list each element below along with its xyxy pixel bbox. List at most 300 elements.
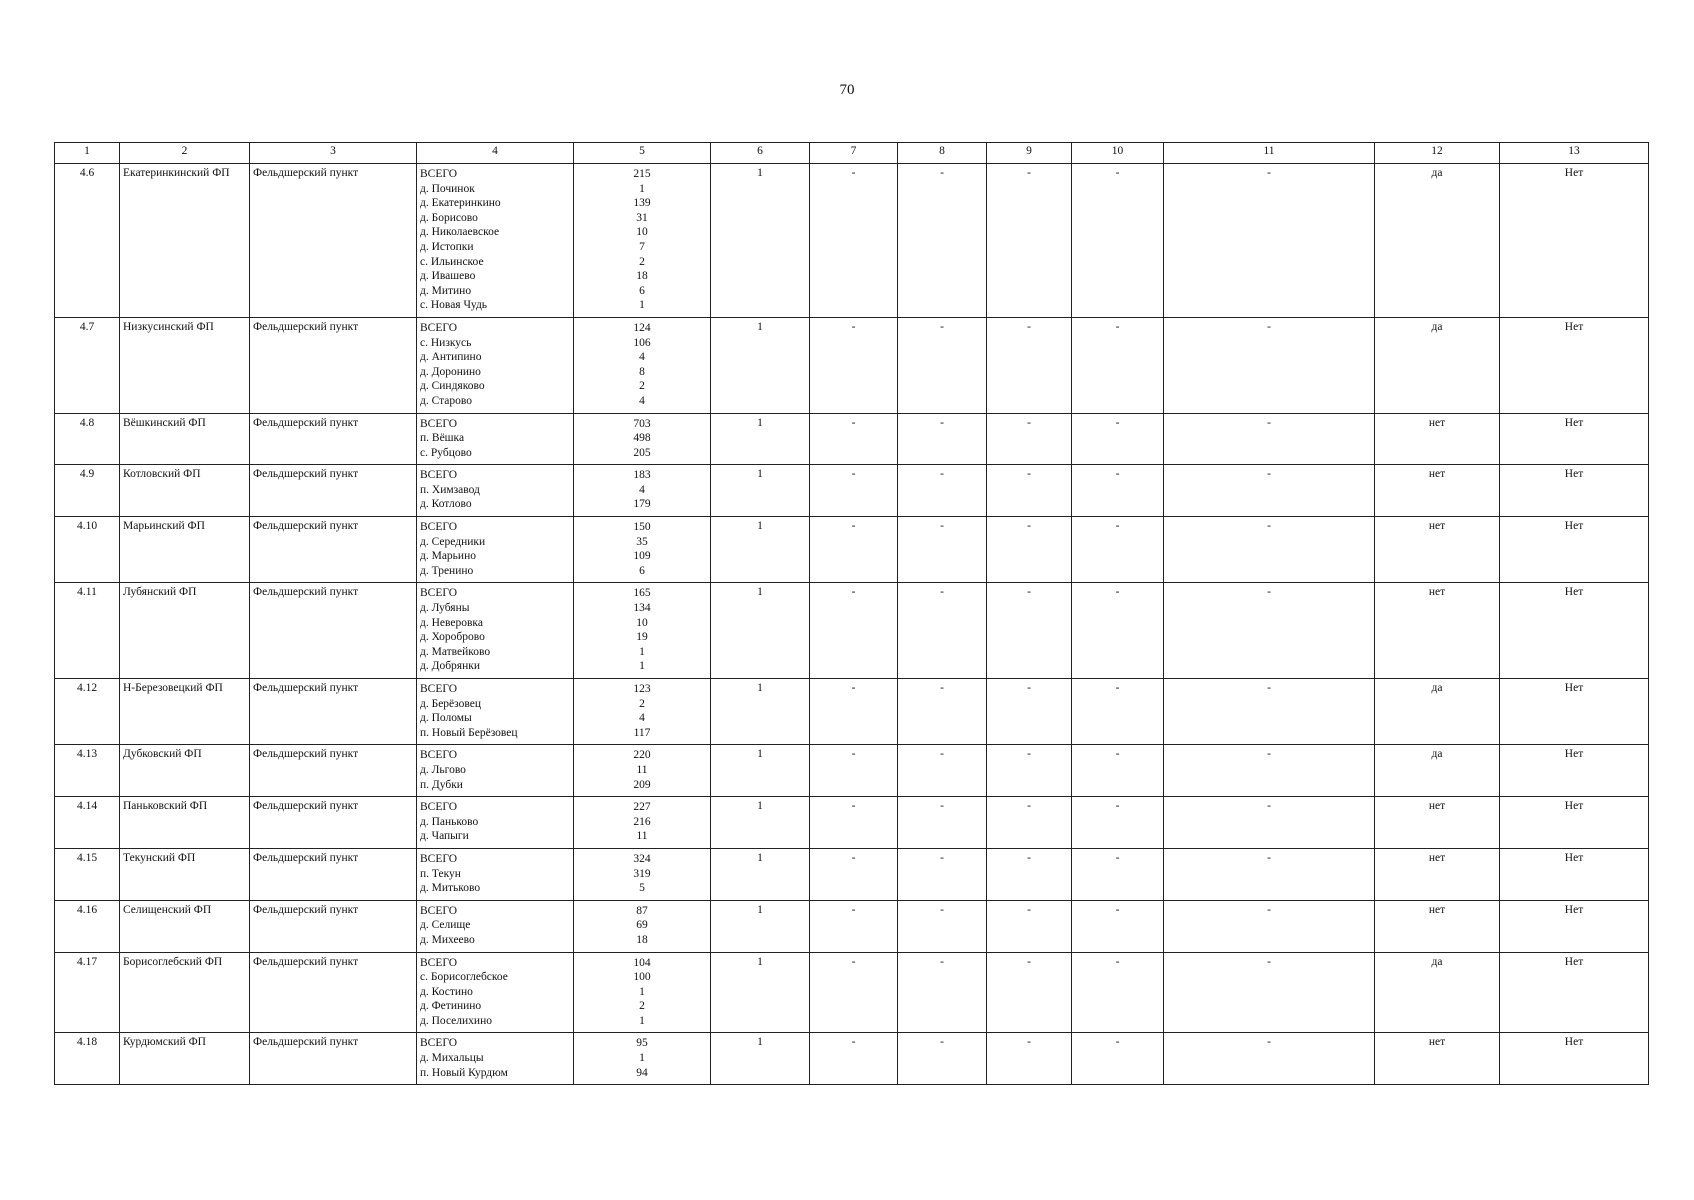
- population-cell: [574, 679, 711, 745]
- settlements-cell: [417, 952, 574, 1033]
- row-number-cell: 4.8: [55, 413, 120, 465]
- table-row: [55, 1033, 1649, 1085]
- settlement-name: ВСЕГО: [420, 469, 458, 482]
- population-value: 215: [633, 168, 651, 180]
- column-9-cell: -: [987, 164, 1072, 318]
- column-10-cell: -: [1072, 164, 1164, 318]
- population-cell: [574, 1033, 711, 1085]
- population-value: 319: [633, 867, 651, 880]
- column-8-cell: -: [898, 164, 987, 318]
- population-cell: [574, 317, 711, 413]
- population-value: 216: [633, 815, 651, 828]
- column-6-cell: 1: [711, 745, 810, 797]
- column-13-cell: Нет: [1500, 848, 1649, 900]
- settlement-name: д. Борисово: [420, 211, 478, 224]
- settlement-name: д. Чапыги: [420, 830, 469, 843]
- point-type-cell: Фельдшерский пункт: [250, 583, 417, 679]
- population-value: 150: [633, 521, 651, 534]
- settlement-name: ВСЕГО: [420, 417, 458, 430]
- population-value: 498: [633, 432, 651, 445]
- table-row: [55, 317, 1649, 413]
- population-value: 4: [639, 394, 645, 407]
- column-10-cell: -: [1072, 583, 1164, 679]
- population-cell: [574, 952, 711, 1033]
- column-11-cell: -: [1164, 745, 1375, 797]
- table-row: [55, 679, 1649, 745]
- population-value: 165: [633, 587, 651, 600]
- column-12-cell: нет: [1375, 413, 1500, 465]
- column-8-cell: -: [898, 583, 987, 679]
- population-cell: [574, 413, 711, 465]
- settlement-name: ВСЕГО: [420, 521, 458, 534]
- column-11-cell: -: [1164, 797, 1375, 849]
- settlement-name: ВСЕГО: [420, 587, 458, 600]
- column-12-cell: да: [1375, 679, 1500, 745]
- column-12-cell: нет: [1375, 900, 1500, 952]
- settlements-cell: [417, 317, 574, 413]
- settlement-name: ВСЕГО: [420, 321, 458, 334]
- table-row: [55, 164, 1649, 318]
- column-9-cell: -: [987, 679, 1072, 745]
- column-11-cell: -: [1164, 900, 1375, 952]
- column-8-cell: -: [898, 1033, 987, 1085]
- settlement-name: д. Старово: [420, 394, 472, 407]
- column-number-header: 6: [711, 143, 810, 164]
- population-value: 19: [636, 631, 648, 644]
- row-number-cell: 4.6: [55, 164, 120, 318]
- population-value: 205: [633, 446, 651, 459]
- column-8-cell: -: [898, 952, 987, 1033]
- column-12-cell: нет: [1375, 583, 1500, 679]
- population-value: 134: [633, 602, 651, 615]
- column-9-cell: -: [987, 517, 1072, 583]
- settlement-name: ВСЕГО: [420, 1037, 458, 1050]
- row-number-cell: 4.11: [55, 583, 120, 679]
- population-value: 124: [633, 321, 651, 334]
- settlement-name: д. Михеево: [420, 933, 475, 946]
- point-type-cell: Фельдшерский пункт: [250, 317, 417, 413]
- settlement-name: д. Митино: [420, 284, 472, 297]
- population-value: 1: [639, 645, 645, 658]
- settlement-name: д. Неверовка: [420, 616, 483, 629]
- settlement-name: ВСЕГО: [420, 956, 458, 969]
- column-6-cell: 1: [711, 952, 810, 1033]
- population-value: 5: [639, 882, 645, 895]
- settlement-name: д. Николаевское: [420, 226, 500, 239]
- row-number-cell: 4.13: [55, 745, 120, 797]
- column-12-cell: да: [1375, 164, 1500, 318]
- population-value: 4: [639, 712, 645, 725]
- settlement-name: п. Новый Курдюм: [420, 1066, 508, 1079]
- row-number-cell: 4.7: [55, 317, 120, 413]
- column-9-cell: -: [987, 317, 1072, 413]
- table-row: [55, 848, 1649, 900]
- column-8-cell: -: [898, 848, 987, 900]
- settlement-name: д. Починок: [420, 182, 475, 195]
- settlement-name: д. Котлово: [420, 498, 472, 511]
- column-9-cell: -: [987, 465, 1072, 517]
- settlements-cell: [417, 583, 574, 679]
- point-name-cell: Екатеринкинский ФП: [120, 164, 250, 318]
- column-8-cell: -: [898, 797, 987, 849]
- settlement-name: ВСЕГО: [420, 904, 458, 917]
- settlement-name: п. Новый Берёзовец: [420, 726, 518, 739]
- settlement-name: ВСЕГО: [420, 852, 458, 865]
- column-7-cell: -: [810, 1033, 898, 1085]
- settlement-name: ВСЕГО: [420, 683, 458, 695]
- column-13-cell: Нет: [1500, 745, 1649, 797]
- population-value: 11: [636, 830, 648, 843]
- table-row: [55, 745, 1649, 797]
- table-row: [55, 465, 1649, 517]
- population-value: 106: [633, 336, 651, 349]
- column-8-cell: -: [898, 679, 987, 745]
- settlement-name: д. Середники: [420, 535, 486, 548]
- point-type-cell: Фельдшерский пункт: [250, 164, 417, 318]
- point-type-cell: Фельдшерский пункт: [250, 900, 417, 952]
- row-number-cell: 4.10: [55, 517, 120, 583]
- column-number-header: 2: [120, 143, 250, 164]
- settlement-name: ВСЕГО: [420, 749, 458, 762]
- population-value: 6: [639, 284, 645, 297]
- settlements-cell: [417, 745, 574, 797]
- population-value: 1: [639, 660, 645, 673]
- row-number-cell: 4.14: [55, 797, 120, 849]
- point-type-cell: Фельдшерский пункт: [250, 679, 417, 745]
- population-cell: [574, 164, 711, 318]
- settlements-cell: [417, 517, 574, 583]
- settlement-name: ВСЕГО: [420, 168, 458, 180]
- population-cell: [574, 517, 711, 583]
- row-number-cell: 4.12: [55, 679, 120, 745]
- settlements-cell: [417, 164, 574, 318]
- point-name-cell: Паньковский ФП: [120, 797, 250, 849]
- column-number-row: [55, 143, 1649, 164]
- column-12-cell: нет: [1375, 517, 1500, 583]
- column-12-cell: да: [1375, 317, 1500, 413]
- column-7-cell: -: [810, 517, 898, 583]
- column-13-cell: Нет: [1500, 317, 1649, 413]
- population-value: 18: [636, 933, 648, 946]
- column-number-header: 10: [1072, 143, 1164, 164]
- population-value: 94: [636, 1066, 648, 1079]
- column-11-cell: -: [1164, 679, 1375, 745]
- point-type-cell: Фельдшерский пункт: [250, 465, 417, 517]
- column-10-cell: -: [1072, 517, 1164, 583]
- column-9-cell: -: [987, 900, 1072, 952]
- column-10-cell: -: [1072, 1033, 1164, 1085]
- population-value: 104: [633, 956, 651, 969]
- population-cell: [574, 797, 711, 849]
- column-11-cell: -: [1164, 164, 1375, 318]
- column-13-cell: Нет: [1500, 900, 1649, 952]
- settlements-cell: [417, 413, 574, 465]
- settlement-name: д. Истопки: [420, 240, 474, 253]
- column-11-cell: -: [1164, 952, 1375, 1033]
- population-value: 1: [639, 985, 645, 998]
- column-10-cell: -: [1072, 679, 1164, 745]
- row-number-cell: 4.9: [55, 465, 120, 517]
- population-cell: [574, 745, 711, 797]
- population-value: 7: [639, 240, 645, 253]
- point-name-cell: Вёшкинский ФП: [120, 413, 250, 465]
- point-name-cell: Борисоглебский ФП: [120, 952, 250, 1033]
- point-type-cell: Фельдшерский пункт: [250, 745, 417, 797]
- population-value: 2: [639, 697, 645, 710]
- point-type-cell: Фельдшерский пункт: [250, 1033, 417, 1085]
- column-8-cell: -: [898, 517, 987, 583]
- column-13-cell: Нет: [1500, 952, 1649, 1033]
- population-value: 4: [639, 483, 645, 496]
- population-value: 209: [633, 778, 651, 791]
- column-number-header: 3: [250, 143, 417, 164]
- column-8-cell: -: [898, 413, 987, 465]
- column-12-cell: нет: [1375, 1033, 1500, 1085]
- population-value: 183: [633, 469, 651, 482]
- population-value: 1: [639, 182, 645, 195]
- population-value: 10: [636, 616, 648, 629]
- column-7-cell: -: [810, 465, 898, 517]
- population-value: 10: [636, 226, 648, 239]
- column-10-cell: -: [1072, 465, 1164, 517]
- population-value: 1: [639, 299, 645, 312]
- column-number-header: 8: [898, 143, 987, 164]
- column-6-cell: 1: [711, 797, 810, 849]
- column-6-cell: 1: [711, 317, 810, 413]
- column-13-cell: Нет: [1500, 1033, 1649, 1085]
- row-number-cell: 4.18: [55, 1033, 120, 1085]
- point-name-cell: Курдюмский ФП: [120, 1033, 250, 1085]
- row-number-cell: 4.17: [55, 952, 120, 1033]
- column-10-cell: -: [1072, 900, 1164, 952]
- settlement-name: д. Антипино: [420, 351, 482, 364]
- point-name-cell: Селищенский ФП: [120, 900, 250, 952]
- column-9-cell: -: [987, 1033, 1072, 1085]
- settlement-name: с. Новая Чудь: [420, 299, 488, 312]
- column-7-cell: -: [810, 164, 898, 318]
- population-value: 324: [633, 852, 651, 865]
- point-name-cell: Марьинский ФП: [120, 517, 250, 583]
- population-value: 18: [636, 270, 648, 283]
- column-13-cell: Нет: [1500, 517, 1649, 583]
- population-value: 139: [633, 197, 651, 210]
- population-cell: [574, 900, 711, 952]
- settlement-name: д. Селище: [420, 919, 471, 932]
- population-value: 1: [639, 1052, 645, 1065]
- point-type-cell: Фельдшерский пункт: [250, 797, 417, 849]
- column-6-cell: 1: [711, 465, 810, 517]
- table-row: [55, 900, 1649, 952]
- population-value: 6: [639, 564, 645, 577]
- population-value: 8: [639, 365, 645, 378]
- column-11-cell: -: [1164, 413, 1375, 465]
- column-11-cell: -: [1164, 517, 1375, 583]
- settlements-cell: [417, 848, 574, 900]
- population-value: 220: [633, 749, 651, 762]
- column-8-cell: -: [898, 745, 987, 797]
- settlement-name: д. Хороброво: [420, 631, 485, 644]
- column-6-cell: 1: [711, 1033, 810, 1085]
- column-11-cell: -: [1164, 583, 1375, 679]
- column-6-cell: 1: [711, 900, 810, 952]
- table-body: [55, 164, 1649, 1085]
- column-12-cell: нет: [1375, 465, 1500, 517]
- column-11-cell: -: [1164, 317, 1375, 413]
- population-cell: [574, 583, 711, 679]
- population-value: 31: [636, 211, 648, 224]
- point-name-cell: Н-Березовецкий ФП: [120, 679, 250, 745]
- medical-points-table: [54, 142, 1649, 1085]
- settlement-name: д. Лубяны: [420, 602, 470, 615]
- column-10-cell: -: [1072, 952, 1164, 1033]
- column-7-cell: -: [810, 900, 898, 952]
- settlement-name: п. Текун: [420, 867, 461, 880]
- column-number-header: 13: [1500, 143, 1649, 164]
- settlement-name: д. Митьково: [420, 882, 481, 895]
- table-row: [55, 797, 1649, 849]
- column-13-cell: Нет: [1500, 679, 1649, 745]
- population-value: 703: [633, 417, 651, 430]
- population-value: 69: [636, 919, 648, 932]
- point-type-cell: Фельдшерский пункт: [250, 952, 417, 1033]
- settlements-cell: [417, 797, 574, 849]
- column-number-header: 11: [1164, 143, 1375, 164]
- population-value: 2: [639, 380, 645, 393]
- point-name-cell: Лубянский ФП: [120, 583, 250, 679]
- table-row: [55, 413, 1649, 465]
- column-number-header: 9: [987, 143, 1072, 164]
- settlement-name: д. Ивашево: [420, 270, 476, 283]
- column-8-cell: -: [898, 900, 987, 952]
- settlement-name: д. Фетинино: [420, 1000, 482, 1013]
- column-13-cell: Нет: [1500, 413, 1649, 465]
- column-9-cell: -: [987, 797, 1072, 849]
- settlement-name: с. Низкусь: [420, 336, 472, 349]
- table-row: [55, 952, 1649, 1033]
- population-value: 4: [639, 351, 645, 364]
- column-7-cell: -: [810, 797, 898, 849]
- column-7-cell: -: [810, 745, 898, 797]
- column-10-cell: -: [1072, 413, 1164, 465]
- population-value: 2: [639, 255, 645, 268]
- population-value: 109: [633, 550, 651, 563]
- settlements-cell: [417, 1033, 574, 1085]
- settlement-name: п. Химзавод: [420, 483, 480, 496]
- settlement-name: с. Борисоглебское: [420, 971, 508, 984]
- column-11-cell: -: [1164, 465, 1375, 517]
- settlement-name: д. Добрянки: [420, 660, 480, 673]
- settlement-name: д. Матвейково: [420, 645, 491, 658]
- row-number-cell: 4.16: [55, 900, 120, 952]
- population-value: 35: [636, 535, 648, 548]
- column-13-cell: Нет: [1500, 797, 1649, 849]
- column-number-header: 5: [574, 143, 711, 164]
- population-cell: [574, 465, 711, 517]
- population-value: 123: [633, 683, 651, 695]
- settlement-name: д. Михальцы: [420, 1052, 484, 1065]
- point-name-cell: Низкусинский ФП: [120, 317, 250, 413]
- point-type-cell: Фельдшерский пункт: [250, 848, 417, 900]
- column-11-cell: -: [1164, 848, 1375, 900]
- column-number-header: 12: [1375, 143, 1500, 164]
- column-13-cell: Нет: [1500, 583, 1649, 679]
- settlement-name: д. Льгово: [420, 763, 466, 776]
- settlement-name: д. Тренино: [420, 564, 474, 577]
- population-value: 95: [636, 1037, 648, 1050]
- column-8-cell: -: [898, 465, 987, 517]
- point-name-cell: Котловский ФП: [120, 465, 250, 517]
- point-type-cell: Фельдшерский пункт: [250, 517, 417, 583]
- column-6-cell: 1: [711, 583, 810, 679]
- settlements-cell: [417, 465, 574, 517]
- column-9-cell: -: [987, 583, 1072, 679]
- settlement-name: д. Берёзовец: [420, 697, 482, 710]
- settlement-name: п. Дубки: [420, 778, 463, 791]
- column-12-cell: да: [1375, 952, 1500, 1033]
- column-9-cell: -: [987, 848, 1072, 900]
- column-10-cell: -: [1072, 848, 1164, 900]
- settlement-name: п. Вёшка: [420, 432, 465, 445]
- settlement-name: д. Поломы: [420, 712, 472, 725]
- settlement-name: д. Марьино: [420, 550, 476, 563]
- column-number-header: 7: [810, 143, 898, 164]
- column-7-cell: -: [810, 413, 898, 465]
- column-11-cell: -: [1164, 1033, 1375, 1085]
- column-6-cell: 1: [711, 164, 810, 318]
- column-9-cell: -: [987, 745, 1072, 797]
- column-7-cell: -: [810, 583, 898, 679]
- settlement-name: д. Костино: [420, 985, 473, 998]
- column-8-cell: -: [898, 317, 987, 413]
- settlement-name: д. Поселихино: [420, 1014, 492, 1027]
- column-6-cell: 1: [711, 848, 810, 900]
- column-12-cell: нет: [1375, 848, 1500, 900]
- population-value: 2: [639, 1000, 645, 1013]
- point-name-cell: Текунский ФП: [120, 848, 250, 900]
- settlements-cell: [417, 900, 574, 952]
- column-9-cell: -: [987, 952, 1072, 1033]
- population-value: 87: [636, 904, 648, 917]
- column-6-cell: 1: [711, 517, 810, 583]
- population-cell: [574, 848, 711, 900]
- point-type-cell: Фельдшерский пункт: [250, 413, 417, 465]
- column-13-cell: Нет: [1500, 164, 1649, 318]
- settlement-name: ВСЕГО: [420, 801, 458, 814]
- column-6-cell: 1: [711, 413, 810, 465]
- column-number-header: 1: [55, 143, 120, 164]
- column-12-cell: да: [1375, 745, 1500, 797]
- point-name-cell: Дубковский ФП: [120, 745, 250, 797]
- population-value: 11: [636, 763, 648, 776]
- table-row: [55, 583, 1649, 679]
- column-13-cell: Нет: [1500, 465, 1649, 517]
- population-value: 100: [633, 971, 651, 984]
- settlement-name: с. Рубцово: [420, 446, 472, 459]
- population-value: 227: [633, 801, 651, 814]
- population-value: 179: [633, 498, 651, 511]
- population-value: 117: [633, 726, 651, 739]
- column-12-cell: нет: [1375, 797, 1500, 849]
- column-7-cell: -: [810, 848, 898, 900]
- column-7-cell: -: [810, 317, 898, 413]
- row-number-cell: 4.15: [55, 848, 120, 900]
- settlement-name: д. Екатеринкино: [420, 197, 501, 210]
- settlement-name: д. Паньково: [420, 815, 479, 828]
- table-row: [55, 517, 1649, 583]
- population-value: 1: [639, 1014, 645, 1027]
- column-9-cell: -: [987, 413, 1072, 465]
- settlement-name: д. Доронино: [420, 365, 481, 378]
